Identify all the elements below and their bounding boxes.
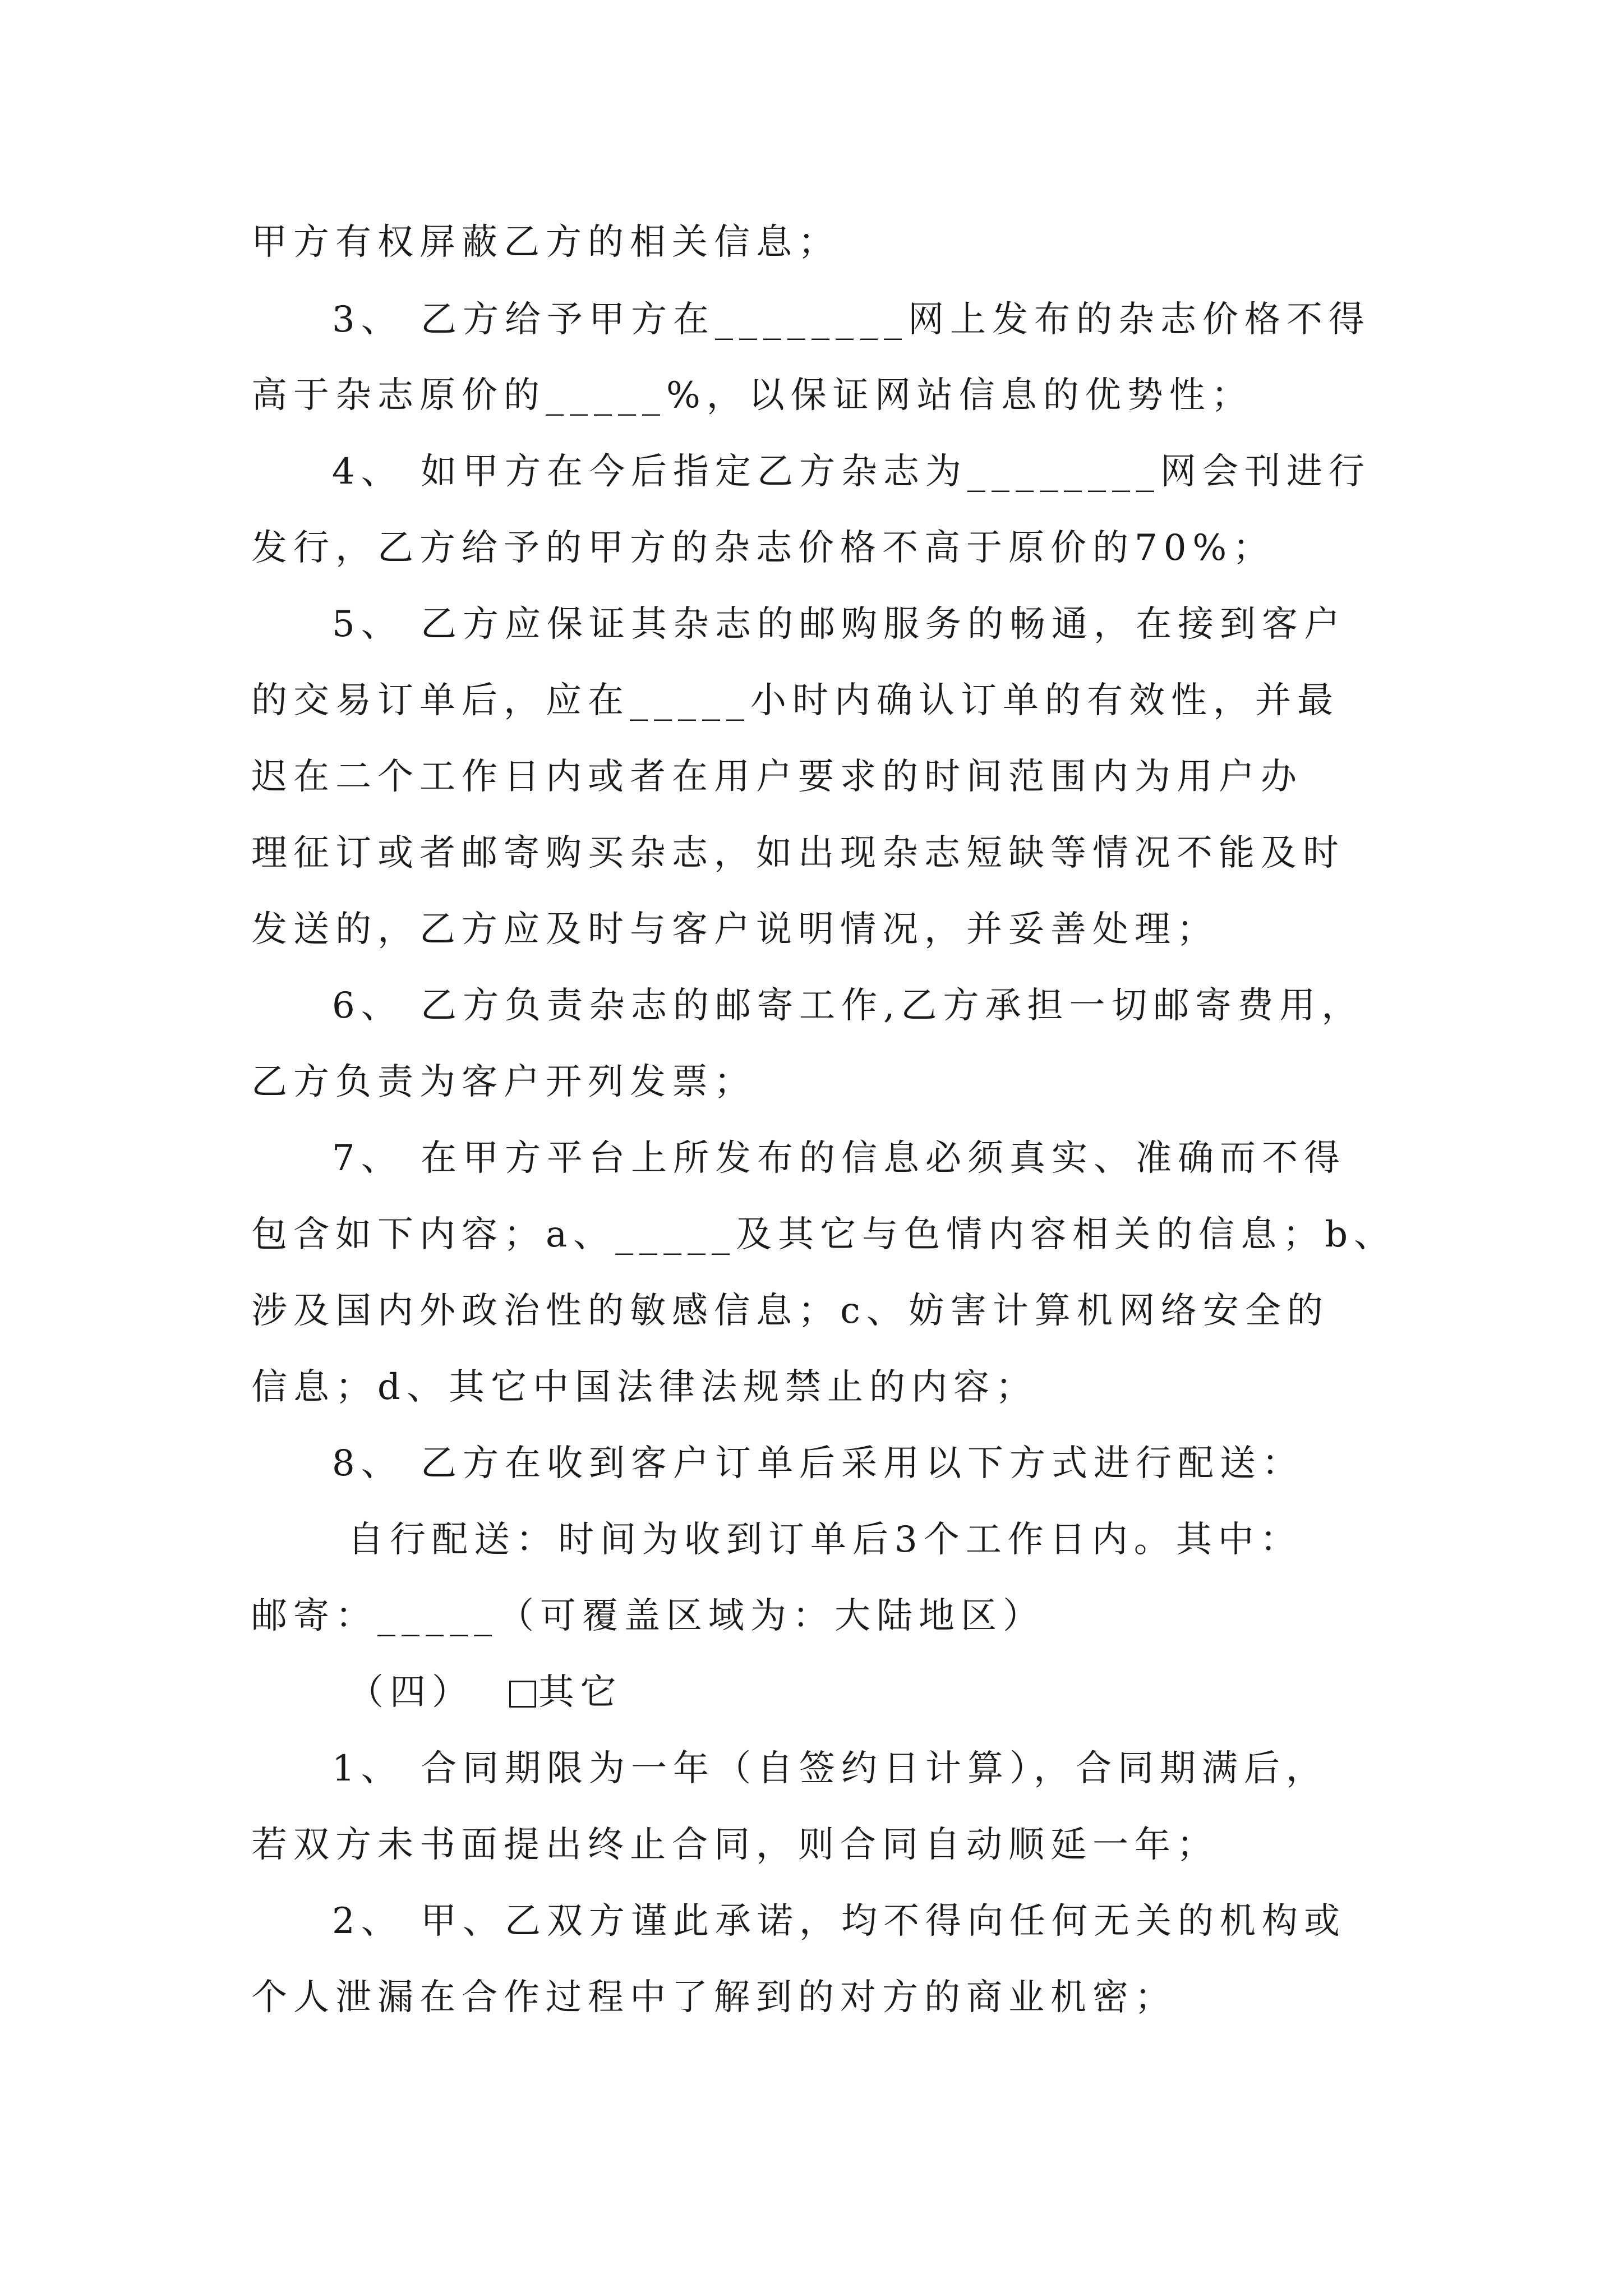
clause-4-line-1: 4、 如甲方在今后指定乙方杂志为________网会刊进行: [332, 451, 1371, 493]
other-clause-1-line-1: 1、 合同期限为一年（自签约日计算），合同期满后，: [332, 1748, 1329, 1789]
section-number: （四）: [348, 1672, 474, 1713]
clause-7-line-3: 涉及国内外政治性的敏感信息；c、妨害计算机网络安全的: [251, 1290, 1329, 1332]
clause-7-line-2: 包含如下内容；a、_____及其它与色情内容相关的信息；b、: [251, 1214, 1396, 1255]
clause-7-line-1: 7、 在甲方平台上所发布的信息必须真实、准确而不得: [332, 1138, 1347, 1179]
other-clause-2-line-2: 个人泄漏在合作过程中了解到的对方的商业机密；: [251, 1977, 1177, 2018]
clause-3-line-2: 高于杂志原价的_____%，以保证网站信息的优势性；: [251, 375, 1253, 416]
clause-6-line-1: 6、 乙方负责杂志的邮寄工作,乙方承担一切邮寄费用，: [332, 985, 1364, 1027]
other-clause-1-line-2: 若双方未书面提出终止合同，则合同自动顺延一年；: [251, 1824, 1219, 1866]
clause-4-line-2: 发行，乙方给予的甲方的杂志价格不高于原价的70%；: [251, 527, 1275, 569]
clause-7-line-4: 信息；d、其它中国法律法规禁止的内容；: [251, 1366, 1038, 1408]
clause-5-line-2: 的交易订单后，应在_____小时内确认订单的有效性，并最: [251, 680, 1339, 721]
checkbox[interactable]: [509, 1681, 536, 1708]
other-clause-2-line-1: 2、 甲、乙双方谨此承诺，均不得向任何无关的机构或: [332, 1901, 1347, 1942]
clause-5-line-4: 理征订或者邮寄购买杂志，如出现杂志短缺等情况不能及时: [251, 832, 1345, 874]
section-title: 其它: [538, 1672, 623, 1713]
paragraph-line: 甲方有权屏蔽乙方的相关信息；: [251, 222, 840, 263]
clause-5-line-5: 发送的，乙方应及时与客户说明情况，并妥善处理；: [251, 909, 1219, 950]
clause-5-line-3: 迟在二个工作日内或者在用户要求的时间范围内为用户办: [251, 756, 1303, 798]
clause-3-line-1: 3、 乙方给予甲方在________网上发布的杂志价格不得: [332, 299, 1371, 341]
clause-8-line-1: 8、 乙方在收到客户订单后采用以下方式进行配送：: [332, 1443, 1304, 1484]
clause-6-line-2: 乙方负责为客户开列发票；: [251, 1061, 756, 1103]
delivery-line: 自行配送：时间为收到订单后3个工作日内。其中：: [348, 1519, 1302, 1561]
clause-5-line-1: 5、 乙方应保证其杂志的邮购服务的畅通，在接到客户: [332, 604, 1347, 645]
section-four-line: [348, 1670, 623, 1715]
mail-line: 邮寄：_____（可覆盖区域为：大陆地区）: [251, 1595, 1045, 1637]
